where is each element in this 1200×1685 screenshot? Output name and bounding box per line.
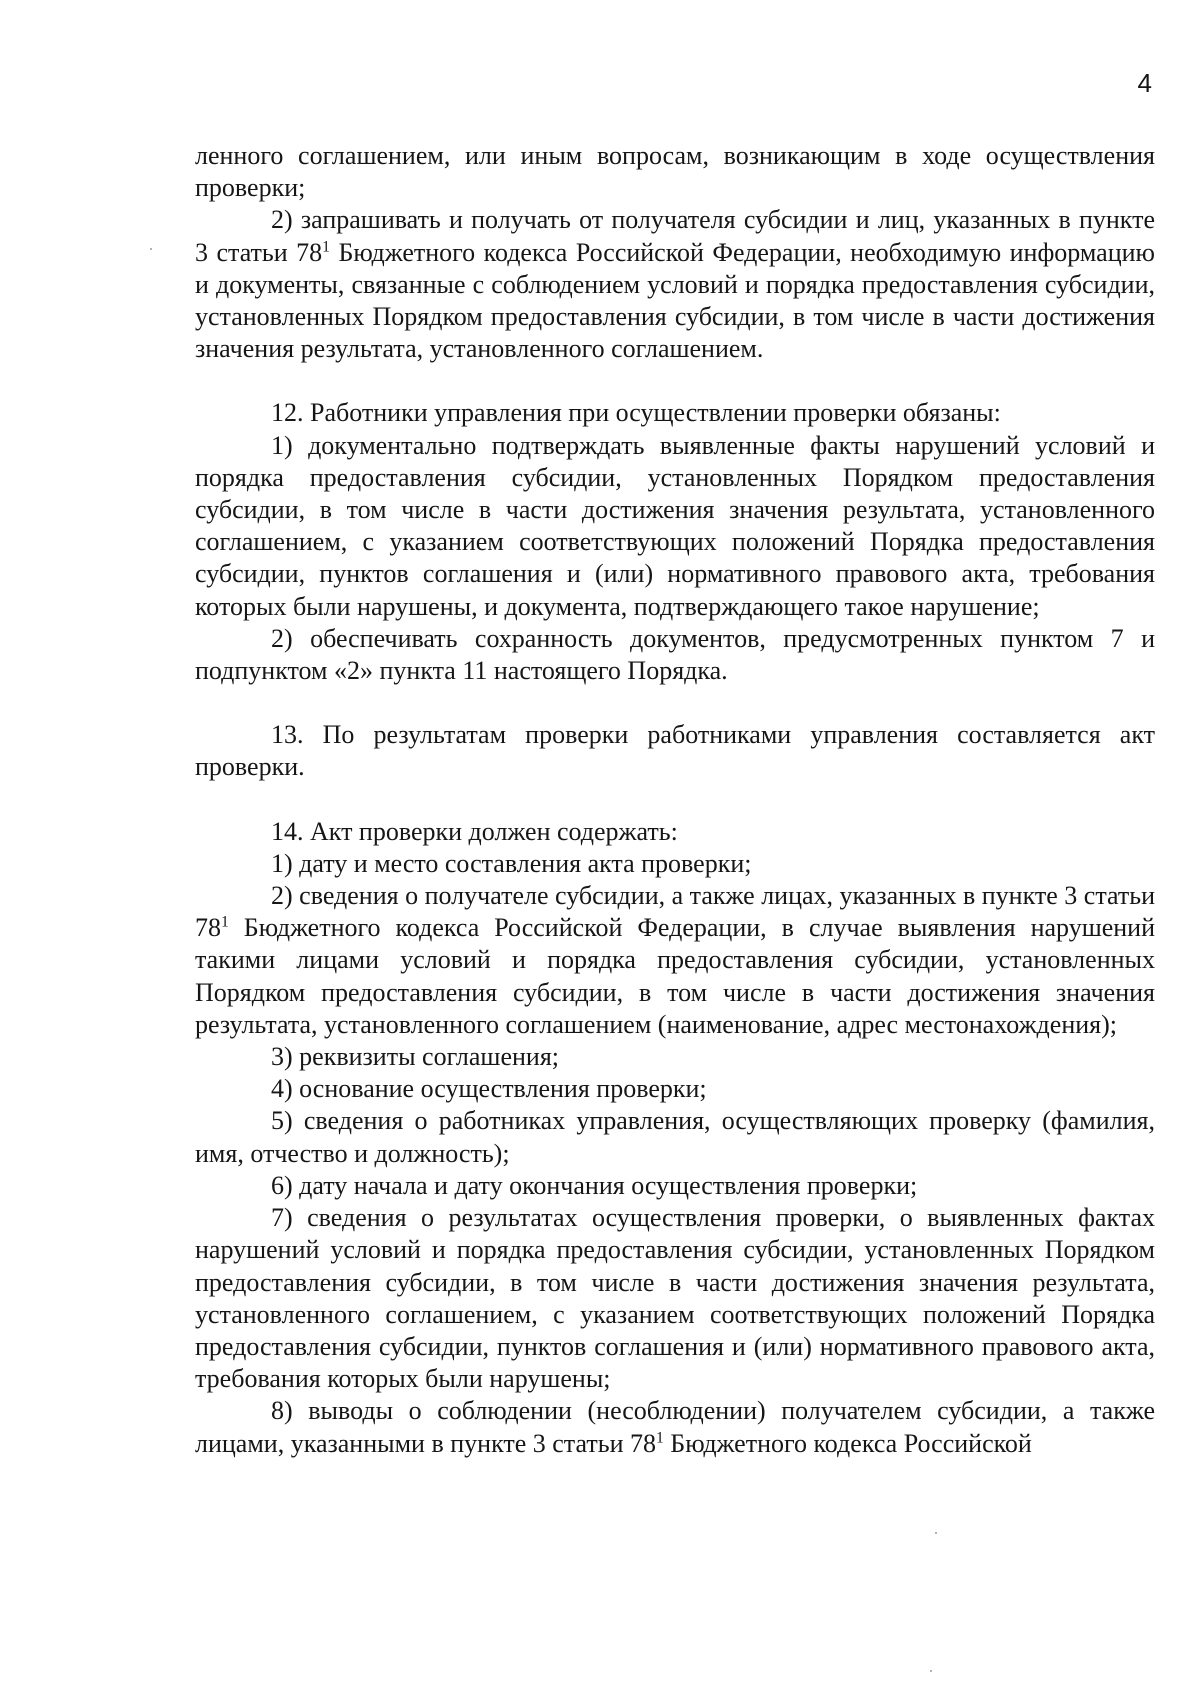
paragraph-14-1: 1) дату и место составления акта проверки; (271, 848, 752, 878)
scan-speck (150, 248, 152, 250)
paragraph-14-3: 3) реквизиты соглашения; (271, 1042, 560, 1072)
paragraph-12-1: 1) документально подтверждать выявленные факты нарушений условий и порядка предоставления субсидии, установленных Порядком предоставления субсидии, в том числе в части достижения значения результата, установленного соглашением, с указанием соответствующих положений Порядка предоставления субсидии, пунктов соглашения и (или) нормативного правового акта, требования которых были нарушены, и документа, подтверждающего такое нарушение; (195, 430, 1155, 621)
page-number: 4 (1137, 68, 1152, 98)
paragraph-13: 13. По результатам проверки работниками управления составляется акт проверки. (195, 720, 1155, 782)
paragraph-14-2: 2) сведения о получателе субсидии, а также лицах, указанных в пункте 3 статьи $78^1$ Бюджетного кодекса Российской Федерации, в случае выявления нарушений такими лицами условий и порядка предоставления субсидии, установленных Порядком предоставления субсидии, в том числе в части достижения значения результата, установленного соглашением (наименование, адрес местонахождения); (195, 881, 1155, 1039)
paragraph-continuation: ленного соглашением, или иным вопросам, возникающим в ходе осуществления проверки; (195, 141, 1155, 203)
scan-speck (935, 1532, 937, 1534)
paragraph-11-2: 2) запрашивать и получать от получателя субсидии и лиц, указанных в пункте 3 статьи $78^1$ Бюджетного кодекса Российской Федерации, необходимую информацию и документы, связанные с соблюдением условий и порядка предоставления субсидии, установленных Порядком предоставления субсидии, в том числе в части достижения значения результата, установленного соглашением. (195, 205, 1155, 364)
paragraph-14-7: 7) сведения о результатах осуществления проверки, о выявленных фактах нарушений условий и порядка предоставления субсидии, установленных Порядком предоставления субсидии, в том числе в части достижения значения результата, установленного соглашением, с указанием соответствующих положений Порядка предоставления субсидии, пунктов соглашения и (или) нормативного правового акта, требования которых были нарушены; (195, 1203, 1155, 1394)
paragraph-14-5: 5) сведения о работниках управления, осуществляющих проверку (фамилия, имя, отчество и должность); (195, 1106, 1155, 1168)
superscript-one: 1 (322, 237, 330, 255)
document-body (195, 140, 1155, 1460)
paragraph-14-8: 8) выводы о соблюдении (несоблюдении) получателем субсидии, а также лицами, указанными в пункте 3 статьи $78^1$ Бюджетного кодекса Российской (195, 1396, 1155, 1458)
superscript-one: 1 (655, 1428, 664, 1446)
paragraph-14-6: 6) дату начала и дату окончания осуществления проверки; (271, 1170, 918, 1200)
scan-speck (930, 1670, 932, 1672)
superscript-one: 1 (221, 913, 229, 931)
paragraph-12-2: 2) обеспечивать сохранность документов, предусмотренных пунктом 7 и подпунктом «2» пункта 11 настоящего Порядка. (195, 623, 1155, 686)
paragraph-14-4: 4) основание осуществления проверки; (271, 1074, 707, 1104)
paragraph-14-heading: 14. Акт проверки должен содержать: (271, 816, 678, 846)
paragraph-12-heading: 12. Работники управления при осуществлении проверки обязаны: (271, 398, 1001, 428)
